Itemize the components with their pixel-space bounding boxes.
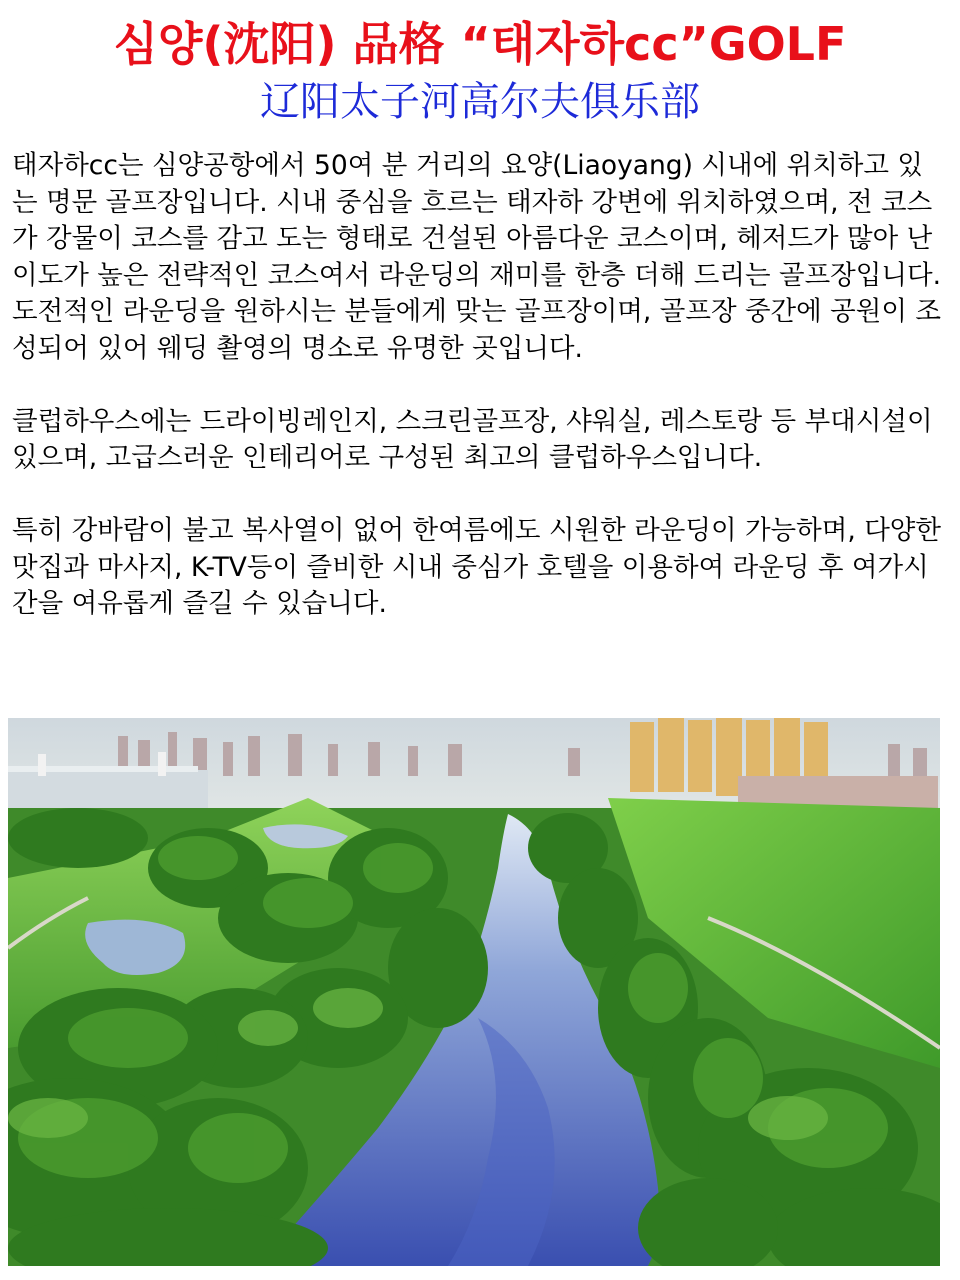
page-subtitle: 辽阳太子河高尔夫俱乐部 [260,79,700,125]
page-title: 심양(沈阳) 品格 “태자하cc”GOLF [113,17,847,71]
golf-course-aerial-photo [8,718,940,1266]
paragraph-intro: 태자하cc는 심양공항에서 50여 분 거리의 요양(Liaoyang) 시내에 위치하고 있는 명문 골프장입니다. 시내 중심을 흐르는 태자하 강변에 위치하였으며, 전 코스가 강물이 코스를 감고 도는 형태로 건설된 아름다운 코스이며, 헤저드가 많아 난이도가 높은 전략적인 코스여서 라운딩의 재미를 한층 더해 드리는 골프장입니다. 도전적인 라운딩을 원하시는 분들에게 맞는 골프장이며, 골프장 중간에 공원이 조성되어 있어 웨딩 촬영의 명소로 유명한 곳입니다. [12,150,942,364]
paragraph-leisure: 특히 강바람이 불고 복사열이 없어 한여름에도 시원한 라운딩이 가능하며, 다양한 맛집과 마사지, K-TV등이 즐비한 시내 중심가 호텔을 이용하여 라운딩 후 여가시간을 여유롭게 즐길 수 있습니다. [12,515,942,619]
paragraph-clubhouse: 클럽하우스에는 드라이빙레인지, 스크린골프장, 샤워실, 레스토랑 등 부대시설이 있으며, 고급스러운 인테리어로 구성된 최고의 클럽하우스입니다. [12,405,933,473]
description-text [12,148,948,623]
